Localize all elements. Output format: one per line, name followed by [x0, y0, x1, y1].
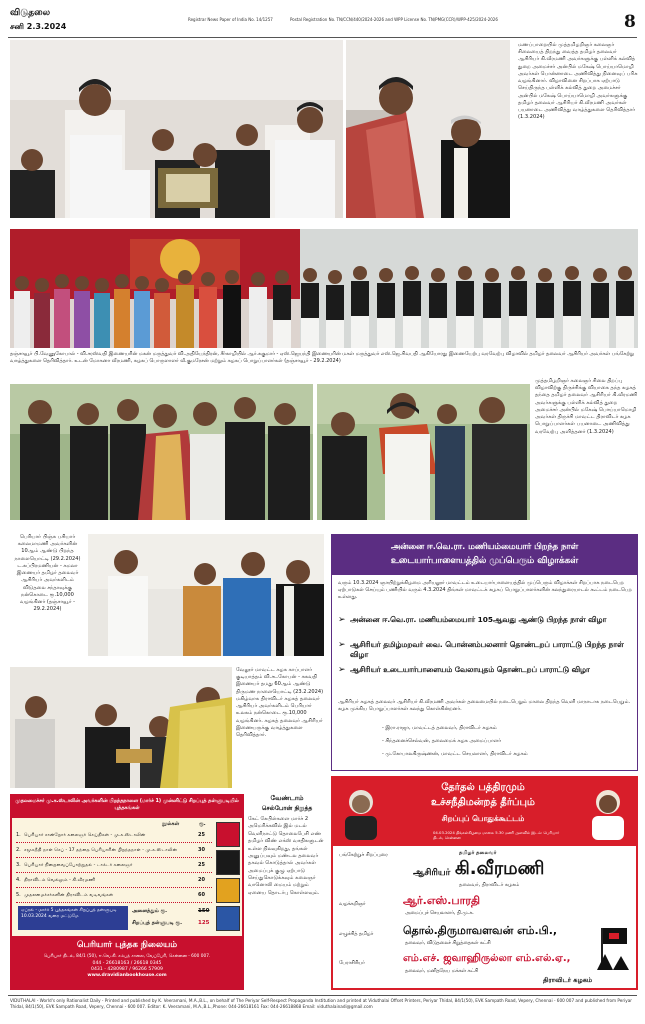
- story2-caption: தஞ்சாவூர் பி.வேணுகோபால் - வி.சரஸ்வதி இணையரின் மகன் மருத்துவர் வி.அதியேந்திரன், சீர்காழியில் ஆர்.சுகுமார் - ஏஸ்.ஜெயந்தி இணையரின் மகள் மருத்துவர் எஸ்.ஜெ.சிவபதி ஆகியோரது இணையேற்பு வரவேற்பு விழாவில் தமிழர் தலைவர் ஆசிரியர் அவர்கள் பங்கேற்று வாழ்த்துகளை தெரிவித்தார். உடன் மோகனா வீரமணி, கழகப் பொருளாளர் வீ.குமரேசன் மற்றும் கழகப் பொறுப்பாளர்கள் (தஞ்சாவூர் - 29.2.2024): [10, 351, 635, 364]
- bullet-icon: ➢: [338, 640, 346, 650]
- story1-caption: மணப்பாறையில் முத்தமிழறிஞர் கலைஞர் சிலையைத் திறந்து வைத்த தமிழர் தலைவர் ஆசிரியர் கி.வீரமணி அவர்களுக்கு பள்ளிக் கல்வித் துறை அமைச்சர் அன்பில் மகேஷ் பொய்யாமொழி அவர்கள் பொன்னாடை அணிவித்து நினைவுப் பரிசு வழங்கினார். விழாவினை சிறப்பாக ஏற்பாடு செய்திருந்த பள்ளிக் கல்வித் துறை அமைச்சர் அன்பில் மகேஷ் பொய்யாமொழி அவர்களுக்கு தமிழர் தலைவர் ஆசிரியர் கி.வீரமணி அவர்கள் பயனாடை அணிவித்து வாழ்த்துகளை தெரிவித்தார் (1.3.2024): [518, 42, 638, 121]
- announcement-footer: ஆசிரியர் கழகத் தலைவர் ஆசிரியர் கி.வீரமணி அவர்கள் தலைமையில் நடைபெறும் மாலை திறந்த வெளி மாநாடாக நடைபெறும். கழக முக்கிய பொறுப்பாளர்கள் கலந்து கொள்கின்றனர்.: [338, 699, 631, 712]
- bookshop-website: www.dravidianbookhouse.com: [87, 973, 167, 978]
- issue-date: சனி 2.3.2024: [10, 22, 67, 31]
- meeting-title-line2: உச்சநீதிமன்றத் தீர்ப்பும்: [431, 797, 535, 808]
- speaker-1: [339, 894, 589, 924]
- book-number: 3.: [16, 862, 21, 868]
- speaker-name: தொல்.திருமாவளவன் எம்.பி.,: [403, 924, 558, 937]
- meeting-title-line1: தேர்தல் பத்திரமும்: [441, 782, 525, 793]
- book-title: சமூகநீதி நாள் செப் - 17 தந்தை பெரியாரின் பிறந்தநாள் - மு.க.ஸ்டாலின்: [24, 848, 178, 853]
- masthead-divider: [8, 37, 637, 38]
- book-number: 4.: [16, 877, 21, 883]
- story5-caption: வேலூர் மாவட்ட கழக காப்பாளர் குடியாத்தம் வி.சடகோபன் - சுகவதி இணையர் தமது 60ஆம் ஆண்டு திருமண நாளையொட்டி (23.2.2024) மகிழ்வாக திராவிடர் கழகத் தலைவர் ஆசிரியர் அவர்களிடம் பெரியார் உலகம் நன்கொடை ரூ.10,000 வழங்கினர். கழகத் தலைவர் ஆசிரியர் இணையருக்கு வாழ்த்துகளை தெரிவித்தார்.: [236, 667, 324, 738]
- imprint-text: VIDUTHALAI - World's only Rationalist Daily - Printed and published by K. Veeramani, M.A.,B.L., on behalf of The Periyar Self-Respect Propaganda Institution and printed at Viduthalai Offset Printers, Periyar Thidal, 84/1(50), EVK Sampath Road, Vepery, Chennai - 600 007 and published from Periyar Thidal, 84/1(50), EVK Sampath Road, Vepery, Chennai - 600 007. Editor: K. Veeramani, M.A.,B.L.,Phone: 044-26618161 Fax: 044-26618868 Email: viduthalainadi@gmail.com: [10, 998, 633, 1010]
- book-cover-stack: [216, 822, 240, 934]
- photo-wedding-reception: [10, 229, 638, 348]
- offer-note: ஏப்ரல் - மார்ச் 5 புத்தகங்கள் சிறப்புத் தள்ளுபடி 10.03.2024 வரை மட்டுமே: [18, 906, 128, 930]
- book-price: 30: [198, 847, 205, 853]
- announcement-item-label: அன்னை ஈ.வெ.ரா. மணியம்மையார் 105ஆவது ஆண்டு பிறந்த நாள் விழா: [350, 615, 607, 624]
- announcement-title-line1: அன்னை ஈ.வெ.ரா. மணியம்மையார் பிறந்த நாள்: [390, 541, 579, 551]
- book-row: [16, 830, 212, 843]
- bookshop-mobile: 0431 - 4280987 / 96266 57909: [91, 967, 163, 972]
- book-number: 2.: [16, 847, 21, 853]
- speaker-org: தலைவர், விடுதலைச் சிறுத்தைகள் கட்சி: [405, 941, 491, 946]
- photo-trichy-welcome: [10, 384, 313, 520]
- announcement-contact-2: - சிந்தனைச்செல்வன், தலைமைக் கழக அமைப்பாளர்: [382, 738, 501, 744]
- announcement-item-3: [338, 665, 632, 687]
- book-title: திராவிடம் வெல்லும் - கி.வீரமணி: [24, 878, 96, 883]
- offer-label: சிறப்புத் தள்ளுபடி ரூ.: [132, 920, 183, 926]
- footer-divider: [8, 995, 637, 996]
- speaker-2: [339, 924, 589, 954]
- total-label: அனைத்தும் ரூ.: [132, 908, 168, 914]
- offer-value: 125: [198, 920, 210, 926]
- book-number: 5.: [16, 892, 21, 898]
- book-price: 25: [198, 862, 205, 868]
- speaker-name: எம்.எச். ஜவாஹிருல்லா எம்.எல்.ஏ.,: [403, 953, 571, 964]
- chair-label: பங்கேற்றுச் சிறப்புரை: [339, 852, 388, 858]
- bookshop-header: முதலமைச்சர் மு.க.ஸ்டாலின் அவர்களின் பிறந்தநாளை (மார்ச் 1) முன்னிட்டு சிறப்புத் தள்ளுபடியில் புத்தகங்கள்: [12, 796, 242, 818]
- book-row: [16, 860, 212, 873]
- leader-portrait: [341, 784, 381, 840]
- book-number: 1.: [16, 832, 21, 838]
- announcement-box: [331, 534, 638, 771]
- announcement-title-line2: உடையார்பாளையத்தில் முப்பெரும் விழாக்கள்: [390, 556, 579, 566]
- photo-award-ceremony: [10, 40, 343, 218]
- book-title: பெரியார் சான்றோர் கலைஞர் செய்திகள் - மு.க.ஸ்டாலின்: [24, 833, 146, 838]
- bookshop-name-banner: [12, 936, 242, 988]
- organizer-name: திராவிடர் கழகம்: [543, 976, 593, 984]
- page-number: 8: [624, 12, 636, 32]
- wanted-column: [248, 794, 326, 990]
- photo-minister-greeting: [317, 384, 530, 520]
- book-title: பெரியார் நிறைவைப்போற்றுதல் - டாக்டர் கலைஞர்: [24, 863, 133, 868]
- photo-shawl-honour: [346, 40, 510, 218]
- registration-text: Registrar News Paper of India No. 14/1257: [188, 17, 273, 22]
- announcement-item-label: ஆசிரியர் தமிழ்மறவர் வை. பொன்னம்பலனார் தொண்டறப் பாராட்டு பிறந்த நாள் விழா: [350, 640, 624, 660]
- meeting-ad-header: [333, 778, 636, 846]
- book-row: [16, 845, 212, 858]
- book-cover: [216, 878, 240, 903]
- flag-logo: [595, 924, 633, 970]
- bookshop-phone: 044 - 26618163 / 26618 0345: [92, 961, 162, 966]
- meeting-date-place: 04.03.2024 திங்கள்கிழமை மாலை 5.30 மணி அளவில் இடம்: பெரியார் திடல், சென்னை: [433, 830, 560, 841]
- chief-title: ஆசிரியர்: [413, 868, 451, 878]
- paper-name: விடுதலை: [10, 8, 51, 18]
- meeting-ad: [331, 776, 638, 990]
- chief-role: தமிழர் தலைவர்: [459, 850, 497, 856]
- book-price: 25: [198, 832, 205, 838]
- book-cover: [216, 850, 240, 875]
- book-price: 60: [198, 892, 205, 898]
- wanted-subtitle: செல்போன் நிறுத்த: [261, 805, 313, 812]
- story4-caption: பெரியார் பிஞ்சு பசியார் கலைமாமணி அவர்களின் 10ஆம் ஆண்டு பிறந்த நாளையொட்டி (29.2.2024) ட.கப்பிரமணியன் - கமலா இணையர் தமிழர் தலைவர் ஆசிரியர் அவர்களிடம் விடுதலை சந்தாவுக்கு நன்கொடை ரூ.10,000 வழங்கினர் (தஞ்சாவூர் - 29.2.2024): [14, 534, 81, 613]
- bookshop-ad: [10, 794, 244, 990]
- book-row: [16, 890, 212, 903]
- wanted-title: வேண்டாம்: [270, 794, 304, 802]
- book-cover: [216, 822, 240, 847]
- speaker-name: ஆர்.எஸ்.பாரதி: [403, 894, 481, 907]
- postal-text: Postal Registration No. TN/CCN/440/2024-2026 and WPP License No. TN/PMG(CCR)/WPP-425/2024-2026: [290, 17, 498, 22]
- speaker-role: பேராசிரியர்: [339, 961, 365, 966]
- book-cover: [216, 906, 240, 931]
- speaker-role: வழக்கறிஞர்: [339, 902, 366, 907]
- chief-subtitle: தலைவர், திராவிடர் கழகம்: [459, 882, 520, 888]
- meeting-subtitle: சிறப்புப் பொதுக்கூட்டம்: [441, 814, 525, 823]
- bullet-icon: ➢: [338, 615, 346, 625]
- leader-portrait-2: [588, 784, 628, 840]
- bookshop-address: பெரியார் திடல், 84/1 (50), ஈ.வெ.கி. சம்பத் சாலை, வேப்பேரி, சென்னை - 600 007.: [43, 954, 211, 959]
- speaker-org: அமைப்புச் செயலாளர், தி.மு.க.: [405, 911, 474, 916]
- price-column-header: ரூ.: [199, 821, 206, 827]
- announcement-intro: வரும் 10.3.2024 ஞாயிற்றுக்கிழமை அரியலூர் மாவட்டம் உடையார்பாளையத்தில் முப்பெரும் விழாக்கள் சிறப்பாக நடைபெற ஏற்பாடுகள் செய்யும் பணியில் வரும் 4.3.2024 திங்கள் மாவட்டக் கழகப் பொறுப்பாளர்களின் கலந்துரையாடல் கூட்டம் நடைபெற உள்ளது.: [338, 580, 632, 600]
- bookshop-name: பெரியார் புத்தக நிலையம்: [76, 940, 178, 950]
- wanted-body: கேட் கேபிள்களை மார்ச் 2 அமெரிக்கவில் இல் மடல் வெளிநாட்டு தொலைபேசி எண் தமிழர் விண் எக்ஸ் வசதிகளுடன் உள்ள நிலவுகிறது, தங்கள் அனுப்பவும் மண்டல தலைவர் தகவல் கொடுத்தால் அவர்கள் அமைப்புக் குழு ஏற்பாடு செய்துகொடுக்கவும் கலைஞர் வானொலி மையம் மற்றும் ஏனைய தொடர்பு கொள்ளவும்.: [248, 816, 324, 896]
- announcement-item-2: [338, 640, 632, 662]
- announcement-header: [332, 535, 637, 575]
- total-value: 150: [198, 908, 210, 914]
- book-price: 20: [198, 877, 205, 883]
- announcement-contact-1: - இரா.ராஜா, மாவட்டத் தலைவர், திராவிடர் கழகம்: [382, 725, 497, 731]
- photo-donation-1: [88, 534, 324, 656]
- announcement-item-label: ஆசிரியர் உடையார்பாளையம் வேலாயுதம் தொண்டறப் பாராட்டு விழா: [350, 665, 590, 674]
- bullet-icon: ➢: [338, 665, 346, 675]
- story3-caption: முத்தமிழறிஞர் கலைஞர் சிலை திறப்பு விழாவிற்கு திருச்சிக்கு வியாகை தந்த கழகத் தந்தை தமிழர் தலைவர் ஆசிரியர் கி.வீரமணி அவர்களுக்கு பள்ளிக் கல்வித் துறை அமைச்சர் அன்பில் மகேஷ் பொய்யாமொழி அவர்கள் திருச்சி மாவட்ட திராவிடர் கழக பொறுப்பாளர்கள் பயனாடை அணிவித்து வரவேற்பு அளித்தனர் (1.3.2024): [535, 378, 638, 435]
- announcement-contact-3: - மு.கோபாலகிருஷ்ணன், மாவட்ட செயலாளர், திராவிடர் கழகம்: [382, 751, 528, 757]
- photo-donation-2: [10, 667, 232, 788]
- speaker-org: தலைவர், மனிதநேய மக்கள் கட்சி: [405, 969, 479, 974]
- book-title: முதலமைச்சர்களின் திராவிடம் வடிவங்கள்: [24, 893, 114, 898]
- speaker-role: எழுச்சித் தமிழர்: [339, 932, 374, 937]
- book-row: [16, 875, 212, 888]
- book-column-header: நூல்கள்: [162, 821, 180, 827]
- announcement-item-1: [338, 615, 632, 637]
- masthead: [10, 6, 638, 38]
- chief-name: கி.வீரமணி: [455, 858, 545, 879]
